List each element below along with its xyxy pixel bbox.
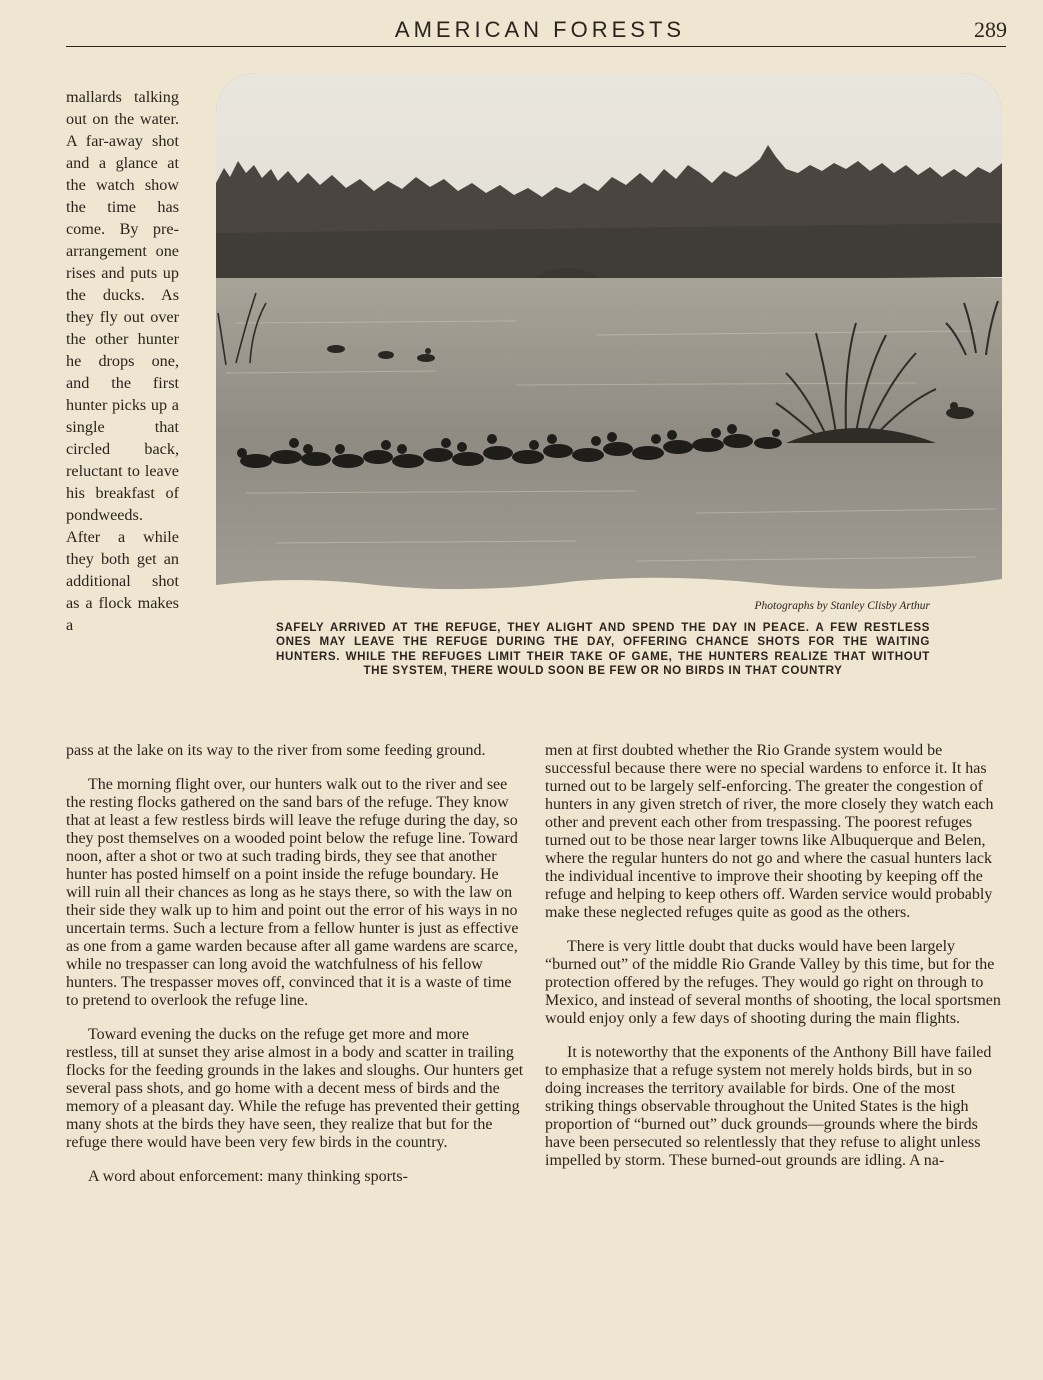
- narrow-column-paragraph: mallards talking out on the water. A far-away shot and a glance at the watch show the time has come. By pre-arrangement one rises and puts up the ducks. As they fly out over the other hunter he drops one, and the first hunter picks up a single that circled back, reluctant to leave his breakfast of pondweeds. After a while they both get an additional shot as a flock makes a: [66, 88, 179, 635]
- duck-refuge-photograph: [216, 73, 1002, 597]
- paragraph: pass at the lake on its way to the river from some feeding ground.: [66, 742, 486, 759]
- paragraph: A word about enforcement: many thinking sports-: [88, 1168, 408, 1185]
- paragraph: There is very little doubt that ducks would have been largely “burned out” of the middle Rio Grande Valley by this time, but for the protection offered by the refuges. They would go right on through to Mexico, and instead of several months of shooting, the local sportsmen would enjoy only a few days of shooting during the main flights.: [545, 938, 1001, 1027]
- paragraph: It is noteworthy that the exponents of the Anthony Bill have failed to emphasize that a refuge system not merely holds birds, but in so doing increases the territory available for birds. One of the most striking things observable throughout the United States is the high proportion of “burned out” duck grounds—grounds where the birds have been persecuted so relentlessly that they refuse to alight unless impelled by storm. These burned-out grounds are idling. A na-: [545, 1044, 992, 1169]
- photo-illustration: [216, 73, 1002, 597]
- photo-credit: Photographs by Stanley Clisby Arthur: [754, 600, 930, 612]
- left-text-column: [66, 726, 524, 1202]
- right-text-column: [545, 726, 1003, 1186]
- paragraph: The morning flight over, our hunters walk out to the river and see the resting flocks gathered on the sand bars of the refuge. They know that at least a few restless birds will leave the refuge during the day, so they post themselves on a wooded point below the refuge line. Toward noon, after a shot or two at such trading birds, they see that another hunter has posted himself on a point inside the refuge boundary. He will ruin all their chances as long as he stays there, so with the law on their side they walk up to him and point out the error of his ways in no uncertain terms. Such a lecture from a fellow hunter is just as effective as one from a game warden because after all game wardens are scarce, while no trespasser can long avoid the watchfulness of his fellow hunters. The trespasser moves off, convinced that it is a waste of time to pretend to overlook the refuge line.: [66, 776, 519, 1009]
- tree-shadow: [216, 223, 1002, 285]
- running-header-title: AMERICAN FORESTS: [394, 17, 686, 42]
- photo-caption: SAFELY ARRIVED AT THE REFUGE, THEY ALIGHT AND SPEND THE DAY IN PEACE. A FEW RESTLESS ONES MAY LEAVE THE REFUGE DURING THE DAY, OFFERING CHANCE SHOTS FOR THE WAITING HUNTERS. WHILE THE REFUGES LIMIT THEIR TAKE OF GAME, THE HUNTERS REALIZE THAT WITHOUT THE SYSTEM, THERE WOULD SOON BE FEW OR NO BIRDS IN THAT COUNTRY: [276, 621, 930, 678]
- narrow-text-column: [66, 70, 179, 652]
- header-rule: [66, 46, 1006, 47]
- page-number: 289: [974, 17, 1007, 42]
- paragraph: men at first doubted whether the Rio Grande system would be successful because there were no special wardens to enforce it. It has turned out to be largely self-enforcing. The greater the congestion of hunters in any given stretch of river, the more closely they watch each other and prevent each other from trespassing. The poorest refuges turned out to be those near larger towns like Albuquerque and Belen, where the regular hunters do not go and where the casual hunters lack the individual incentive to improve their shooting by keeping off the refuge and helping to keep others off. Warden service would probably make these neglected refuges quite as good as the others.: [545, 742, 994, 921]
- paragraph: Toward evening the ducks on the refuge get more and more restless, till at sunset they arise almost in a body and scatter in trailing flocks for the feeding grounds in the lakes and sloughs. Our hunters get several pass shots, and go home with a decent mess of birds and the memory of a pleasant day. While the refuge has prevented their getting many shots at the birds they have seen, they realize that but for the refuge there would have been very few birds in the country.: [66, 1026, 524, 1151]
